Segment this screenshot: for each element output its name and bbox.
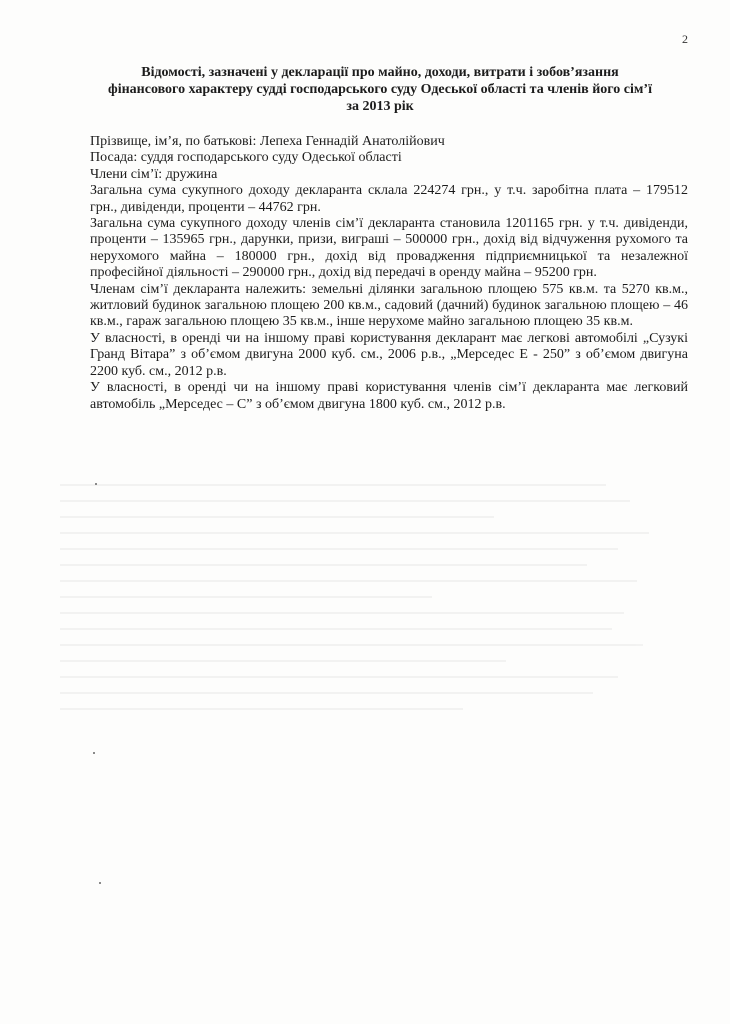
declarant-name: Прізвище, ім’я, по батькові: Лепеха Геннадій Анатолійович xyxy=(90,134,445,149)
paragraph-income-declarant: Загальна сума сукупного доходу декларанта склала 224274 грн., у т.ч. заробітна плата – 179512 грн., дивіденди, проценти – 44762 грн. xyxy=(90,183,688,215)
paragraph-property-family: Членам сім’ї декларанта належить: земельні ділянки загальною площею 575 кв.м. та 5270 кв.м., житловий будинок загальною площею 200 кв.м., садовий (дачний) будинок загальною площею – 46 кв.м., гараж загальною площею 35 кв.м., інше нерухоме майно загальною площею 35 кв.м. xyxy=(90,281,688,330)
title-line-2: фінансового характеру судді господарського суду Одеської області та членів його сім’ї xyxy=(108,82,652,97)
scan-speck xyxy=(95,483,97,485)
declarant-position: Посада: суддя господарського суду Одеської області xyxy=(90,150,402,166)
scan-speck xyxy=(99,882,101,884)
title-line-1: Відомості, зазначені у декларації про майно, доходи, витрати і зобов’язання xyxy=(141,65,619,80)
page-number: 2 xyxy=(682,32,688,46)
document-title xyxy=(80,64,680,115)
paragraph-vehicles-family: У власності, в оренді чи на іншому праві користування членів сім’ї декларанта має легковий автомобіль „Мерседес – С” з об’ємом двигуна 1800 куб. см., 2012 р.в. xyxy=(90,380,688,412)
show-through-texture xyxy=(60,470,680,910)
paragraph-income-family: Загальна сума сукупного доходу членів сім’ї декларанта становила 1201165 грн. у т.ч. дивіденди, проценти – 135965 грн., дарунки, призи, виграші – 500000 грн., дохід від відчуження рухомого та нерухомого майна – 180000 грн., дохід від провадження підприємницької та незалежної професійної діяльності – 290000 грн., дохід від передачі в оренду майна – 95200 грн. xyxy=(90,216,688,281)
title-line-3: за 2013 рік xyxy=(346,99,414,114)
document-body xyxy=(90,134,688,413)
family-members: Члени сім’ї: дружина xyxy=(90,166,218,182)
scan-speck xyxy=(93,752,95,754)
paragraph-vehicles-declarant: У власності, в оренді чи на іншому праві користування декларант має легкові автомобілі „Сузукі Гранд Вітара” з об’ємом двигуна 2000 куб. см., 2006 р.в., „Мерседес Е - 250” з об’ємом двигуна 2200 куб. см., 2012 р.в. xyxy=(90,330,688,379)
